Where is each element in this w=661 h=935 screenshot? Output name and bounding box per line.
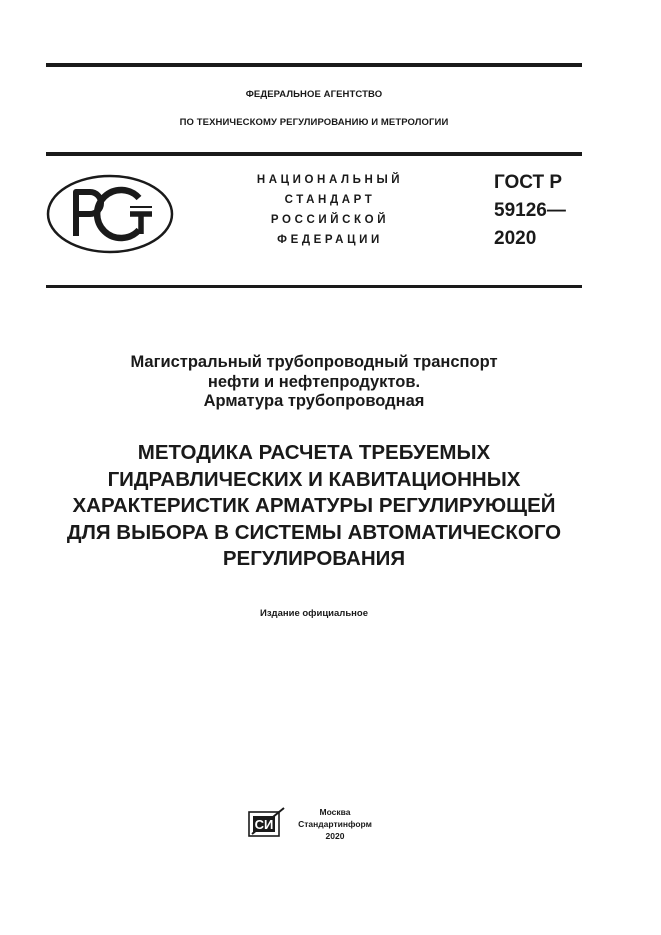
publisher-logo-text: СИ bbox=[254, 817, 274, 832]
gost-designation-line-3: 2020 bbox=[494, 228, 537, 249]
national-standard-line: НАЦИОНАЛЬНЫЙ bbox=[256, 174, 404, 186]
title-line: РЕГУЛИРОВАНИЯ bbox=[222, 547, 406, 570]
title-line: МЕТОДИКА РАСЧЕТА ТРЕБУЕМЫХ bbox=[137, 441, 491, 464]
title-line: ДЛЯ ВЫБОРА В СИСТЕМЫ АВТОМАТИЧЕСКОГО bbox=[66, 520, 562, 544]
header-rule bbox=[46, 152, 582, 156]
subtitle-line: нефти и нефтепродуктов. bbox=[207, 372, 421, 391]
publisher-block bbox=[290, 806, 380, 842]
national-standard-line: СТАНДАРТ bbox=[284, 194, 376, 206]
national-standard-line: ФЕДЕРАЦИИ bbox=[277, 234, 383, 246]
agency-line-1: ФЕДЕРАЛЬНОЕ АГЕНТСТВО bbox=[245, 89, 383, 100]
document-title bbox=[30, 440, 598, 573]
subtitle-line: Магистральный трубопроводный транспорт bbox=[130, 353, 498, 371]
gost-designation-line-2: 59126— bbox=[494, 200, 566, 221]
gost-designation-line-1: ГОСТ Р bbox=[494, 172, 563, 193]
national-standard-block bbox=[215, 170, 445, 250]
publisher-year: 2020 bbox=[325, 831, 345, 841]
national-standard-line: РОССИЙСКОЙ bbox=[270, 214, 390, 226]
publisher-name: Стандартинформ bbox=[298, 819, 372, 829]
gost-designation bbox=[494, 169, 566, 253]
subtitle-line: Арматура трубопроводная bbox=[203, 392, 425, 410]
edition-label: Издание официальное bbox=[260, 608, 368, 619]
top-rule bbox=[46, 63, 582, 67]
document-subtitle bbox=[46, 353, 582, 412]
title-line: ГИДРАВЛИЧЕСКИХ И КАВИТАЦИОННЫХ bbox=[107, 467, 521, 491]
agency-line-2: ПО ТЕХНИЧЕСКОМУ РЕГУЛИРОВАНИЮ И МЕТРОЛОГИИ bbox=[179, 117, 449, 128]
national-rule bbox=[46, 285, 582, 288]
publisher-city: Москва bbox=[319, 807, 351, 817]
title-line: ХАРАКТЕРИСТИК АРМАТУРЫ РЕГУЛИРУЮЩЕЙ bbox=[72, 494, 556, 517]
rst-logo-icon bbox=[46, 174, 174, 254]
standartinform-logo-icon bbox=[248, 806, 288, 838]
